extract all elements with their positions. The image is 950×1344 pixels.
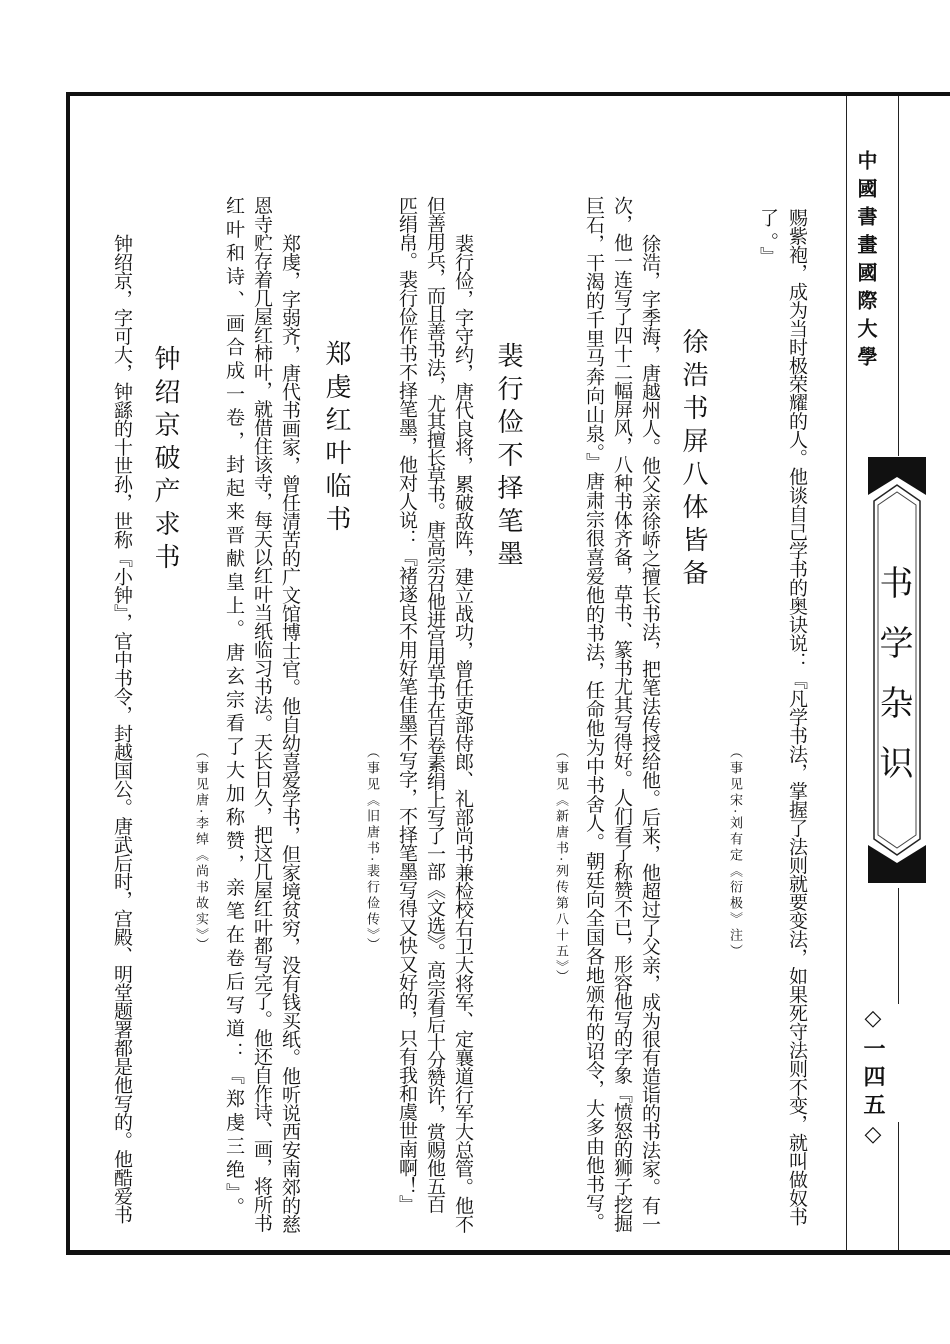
page-frame-left xyxy=(66,92,70,1255)
section-heading: 钟绍京破产求书 xyxy=(150,345,180,576)
body-line: 次，他一连写了四十二幅屏风，八种书体齐备，草书、篆书尤其写得好。人们看了称赞不已，形容他写的字象『愤怒的狮子挖掘 xyxy=(611,196,633,1232)
citation: （事见《旧唐书·裴行俭传》） xyxy=(364,745,379,954)
margin-rule-bottom xyxy=(898,1122,899,1250)
page-number: ◇一四五◇ xyxy=(860,1005,886,1153)
body-line: 红叶和诗、画合成一卷，封起来晋献皇上。唐玄宗看了大加称赞，亲笔在卷后写道：『郑虔三绝』。 xyxy=(223,196,245,1221)
margin-rule-top xyxy=(898,96,899,456)
margin-rule-middle xyxy=(898,888,899,1004)
section-heading: 徐浩书屏八体皆备 xyxy=(678,328,708,592)
section-title: 书学杂识 xyxy=(873,565,913,805)
citation: （事见宋·刘有定《衍极》注） xyxy=(727,745,742,961)
section-heading: 郑虔红叶临书 xyxy=(321,340,351,538)
body-line: 裴行俭，字守约，唐代良将，累破敌阵，建立战功，曾任吏部侍郎、礼部尚书兼检校右卫大将军、定襄道行军大总管。他不 xyxy=(452,234,474,1233)
university-name: 中國書畫國際大學 xyxy=(854,150,878,374)
body-line: 但善用兵，而且善书法，尤其擅长草书。唐高宗召他进宫用草书在百卷素绢上写了一部《文选》。高宗看后十分赞许，赏赐他五百 xyxy=(424,196,446,1213)
section-heading: 裴行俭不择笔墨 xyxy=(493,342,523,573)
body-line: 徐浩，字季海，唐越州人。他父亲徐峤之擅长书法，把笔法传授给他。后来，他超过了父亲，成为很有造诣的书法家。有一 xyxy=(639,234,661,1233)
body-line: 匹绢帛。裴行俭作书不择笔墨，他对人说：『褚遂良不用好笔佳墨不写字，不择笔墨写得又快又好的，只有我和虞世南啊！』 xyxy=(396,196,418,1214)
page-frame-top xyxy=(66,92,950,96)
citation: （事见唐·李绰《尚书故实》） xyxy=(193,745,208,954)
page-frame-bottom xyxy=(66,1250,950,1255)
body-line: 巨石，干渴的千里马奔向山泉。』唐肃宗很喜爱他的书法，任命他为中书舍人。朝廷向全国各地颁布的诏令，大多由他书写。 xyxy=(583,196,605,1232)
citation: （事见《新唐书·列传第八十五》） xyxy=(553,745,568,986)
body-line: 恩寺贮存着几屋红柿叶，就借住该寺，每天以红叶当纸临习书法。天长日久，把这几屋红叶都写完了。他还自作诗、画，将所书 xyxy=(251,196,273,1232)
text-line-continued: 赐紫袍，成为当时极荣耀的人。他谈自己学书的奥诀说：『凡学书法，掌握了法则就要变法，如果死守法则不变，就叫做奴书 xyxy=(786,208,808,1226)
body-line: 钟绍京，字可大，钟繇的十世孙，世称『小钟』，官中书令，封越国公。唐武后时，宫殿、明堂题署都是他写的。他酷爱书 xyxy=(111,234,133,1224)
body-line: 郑虔，字弱齐，唐代书画家，曾任清苦的广文馆博士官。他自幼喜爱学书，但家境贫穷，没有钱买纸。他听说西安南郊的慈 xyxy=(279,234,301,1233)
margin-divider xyxy=(846,96,847,1250)
text-line-continued: 了。』 xyxy=(757,208,779,271)
